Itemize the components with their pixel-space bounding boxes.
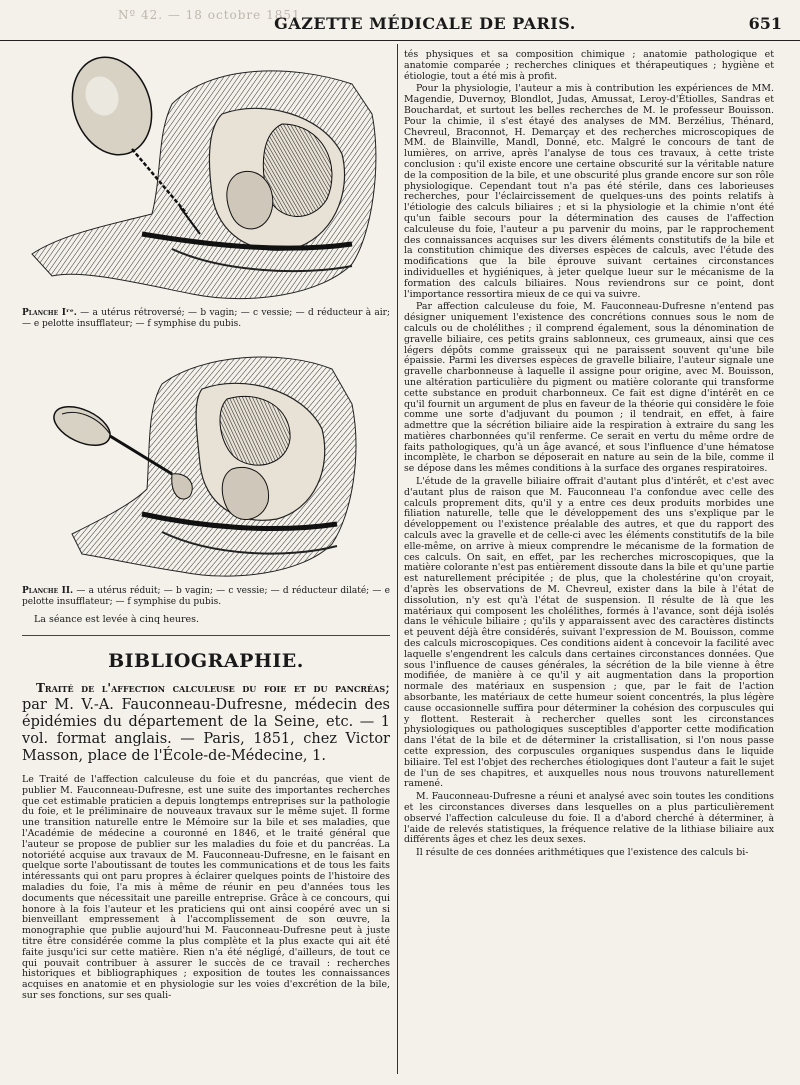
plate-1-illustration: [22, 44, 390, 306]
journal-title: GAZETTE MÉDICALE DE PARIS.: [274, 14, 576, 33]
column-divider: [397, 44, 398, 1074]
left-column: [22, 44, 390, 1002]
plate-1-caption: [22, 308, 390, 330]
plate-2-label: Planche II.: [22, 586, 74, 596]
right-paragraph-1: tés physiques et sa composition chimique ; anatomie pathologique et anatomie comparée ; recherches cliniques et thérapeutiques ; hygiène et étiologie, tout a été mis à profit.: [404, 49, 774, 82]
page-number: 651: [748, 14, 782, 33]
book-title: Traité de l'affection calculeuse du foie et du pancréas: [36, 681, 386, 695]
faded-issue-line: Nº 42. — 18 octobre 1851.: [118, 8, 306, 22]
section-rule: [22, 635, 390, 636]
plate-2-figure: [22, 344, 390, 608]
plate-2-illustration: [22, 344, 390, 584]
review-intro-paragraph: Le Traité de l'affection calculeuse du foie et du pancréas, que vient de publier M. Fauconneau-Dufresne, est une suite des importantes recherches que cet estimable praticien a depuis longtemps entreprises sur la pathologie du foie, et le préliminaire de nouveaux travaux sur le même sujet. Il forme une transition naturelle entre le Mémoire sur la bile et ses maladies, que l'Académie de médecine a couronné en 1846, et le traité général que l'auteur se propose de publier sur les maladies du foie et du pancréas. La notoriété acquise aux travaux de M. Fauconneau-Dufresne, en le faisant en quelque sorte l'aboutissant de toutes les communications et de tous les faits intéressants qui ont paru propres à éclairer quelques points de l'histoire des maladies du foie, l'a mis à même de réunir en peu d'années tous les documents que nécessitait une pareille entreprise. Grâce à ce concours, qui honore à la fois l'auteur et les praticiens qui ont ainsi coopéré avec un si bienveillant empressement à l'accomplissement de son œuvre, la monographie que publie aujourd'hui M. Fauconneau-Dufresne peut à juste titre être considérée comme la plus complète et la plus exacte qui ait été faite jusqu'ici sur cette matière. Rien n'a été négligé, d'ailleurs, de tout ce qui pouvait contribuer à assurer le succès de ce travail : recherches historiques et bibliographiques ; exposition de toutes les connaissances acquises en anatomie et en physiologie sur les voies d'excrétion de la bile, sur ses fonctions, sur ses quali-: [22, 774, 390, 1001]
right-column: [404, 50, 774, 861]
right-paragraph-2: Pour la physiologie, l'auteur a mis à contribution les expériences de MM. Magendie, Duvernoy, Blondlot, Judas, Amussat, Leroy-d'Étiolles, Sandras et Bouchardat, et surtout les belles recherches de M. le professeur Bouisson. Pour la chimie, il s'est étayé des analyses de MM. Berzélius, Thénard, Chevreul, Braconnot, H. Demarçay et des recherches microscopiques de MM. de Blainville, Mandl, Donné, etc. Malgré le concours de tant de lumières, on arrive, après l'analyse de tous ces travaux, à cette triste conclusion : qu'il existe encore une certaine obscurité sur la véritable nature de la composition de la bile, et une obscurité plus grande encore sur son rôle physiologique. Cependant tout n'a pas été stérile, dans ces laborieuses recherches, pour l'éclaircissement de quelques-uns des points relatifs à l'étiologie des calculs biliaires ; et si la physiologie et la chimie n'ont été qu'un faible secours pour la détermination des causes de l'affection calculeuse du foie, l'auteur a pu parvenir du moins, par le rapprochement des connaissances acquises sur les divers éléments constitutifs de la bile et la constitution chimique des diverses espèces de calculs, avec l'étude des modifications que la bile éprouve suivant certaines circonstances individuelles et hygiéniques, à jeter quelque lueur sur le mécanisme de la formation des calculs biliaires. Nous reviendrons sur ce point, dont l'importance ressortira mieux de ce qui va suivre.: [404, 83, 774, 300]
right-paragraph-3: Par affection calculeuse du foie, M. Fauconneau-Dufresne n'entend pas désigner uniquement l'existence des concrétions connues sous le nom de calculs ou de cholélithes ; il comprend également, sous la dénomination de gravelle biliaire, ces petits grains sablonneux, ces grumeaux, ainsi que ces légers dépôts comme graisseux qui ne paraissent souvent qu'une bile épaissie. Parmi les diverses espèces de gravelle biliaire, l'auteur signale une gravelle charbonneuse à laquelle il assigne pour origine, avec M. Bouisson, une altération particulière du pigment ou matière colorante qui transforme cette substance en produit charbonneux. Ce fait est digne d'intérêt en ce qu'il fournit un argument de plus en faveur de la théorie qui considère le foie comme une sorte d'adjuvant du poumon ; il tendrait, en effet, à faire admettre que la sécrétion biliaire aide la respiration à extraire du sang les matières charbonnées qu'il renferme. Ce serait en vertu du même ordre de faits pathologiques, qu'à un âge avancé, et sous l'influence d'une hématose incomplète, le charbon se déposerait en nature au sein de la bile, comme il se dépose dans les mêmes conditions à la surface des organes respiratoires.: [404, 301, 774, 475]
plate-2-legend: — a utérus réduit; — b vagin; — c vessie; — d réducteur dilaté; — e pelotte insufflateur; — f symphise du pubis.: [22, 586, 390, 607]
plate-1-figure: [22, 44, 390, 330]
page-header: [0, 0, 800, 41]
plate-1-legend: — a utérus rétroversé; — b vagin; — c vessie; — d réducteur à air; — e pelotte insufflateur; — f symphise du pubis.: [22, 308, 390, 329]
book-reference: [22, 680, 390, 765]
book-details: ; par M. V.-A. Fauconneau-Dufresne, médecin des épidémies du département de la Seine, etc. — 1 vol. format anglais. — Paris, 1851, chez Victor Masson, place de l'École-de-Médecine, 1.: [22, 680, 390, 764]
session-closing-note: La séance est levée à cinq heures.: [34, 614, 200, 625]
right-paragraph-4: L'étude de la gravelle biliaire offrait d'autant plus d'intérêt, et c'est avec d'autant plus de raison que M. Fauconneau l'a confondue avec celle des calculs proprement dits, qu'il y a entre ces deux produits morbides une filiation naturelle, telle que le développement des uns s'explique par le développement ou l'existence préalable des autres, et que du rapport des calculs avec la gravelle et de celle-ci avec les éléments constitutifs de la bile elle-même, on arrive à mieux comprendre le mécanisme de la formation de ces calculs. On sait, en effet, par les recherches microscopiques, que la matière colorante n'est pas entièrement dissoute dans la bile et qu'une partie est naturellement précipitée ; de plus, que la cholestérine qu'on croyait, d'après les observations de M. Chevreul, exister dans la bile à l'état de dissolution, n'y est qu'à l'état de suspension. Il résulte de là que les matériaux qui composent les cholélithes, formés à l'avance, sont déjà isolés dans le véhicule biliaire ; qu'ils y apparaissent avec des caractères distincts et peuvent déjà être considérés, suivant l'expression de M. Bouisson, comme des calculs microscopiques. Ces conditions aident à concevoir la facilité avec laquelle s'engendrent les calculs dans certaines circonstances données. Que sous l'influence de causes générales, la sécrétion de la bile vienne à être modifiée, de manière à ce qu'il y ait augmentation dans la proportion normale des matériaux en suspension ; que, par le fait de l'action absorbante, les matériaux de cette humeur soient concentrés, la plus légère cause occasionnelle suffira pour déterminer la cohésion des corpuscules qui y flottent. Resterait à rechercher quelles sont les circonstances physiologiques ou pathologiques susceptibles d'apporter cette modification dans l'état de la bile et de déterminer la cristallisation, si l'on nous passe cette expression, des corpuscules organiques suspendus dans le liquide biliaire. Tel est l'objet des recherches étiologiques dont l'auteur a fait le sujet de l'un de ses chapitres, et auxquelles nous nous trouvons naturellement ramené.: [404, 476, 775, 790]
right-paragraph-6: Il résulte de ces données arithmétiques que l'existence des calculs bi-: [416, 847, 749, 859]
plate-2-caption: [22, 586, 390, 608]
plate-1-label: Planche Iʳᵉ.: [22, 308, 77, 318]
bibliography-heading: BIBLIOGRAPHIE.: [108, 650, 304, 672]
right-paragraph-5: M. Fauconneau-Dufresne a réuni et analysé avec soin toutes les conditions et les circonstances diverses dans lesquelles on a plus particulièrement observé l'affection calculeuse du foie. Il a d'abord cherché à déterminer, à l'aide de relevés statistiques, la fréquence relative de la lithiase biliaire aux différents âges et chez les deux sexes.: [404, 791, 774, 846]
